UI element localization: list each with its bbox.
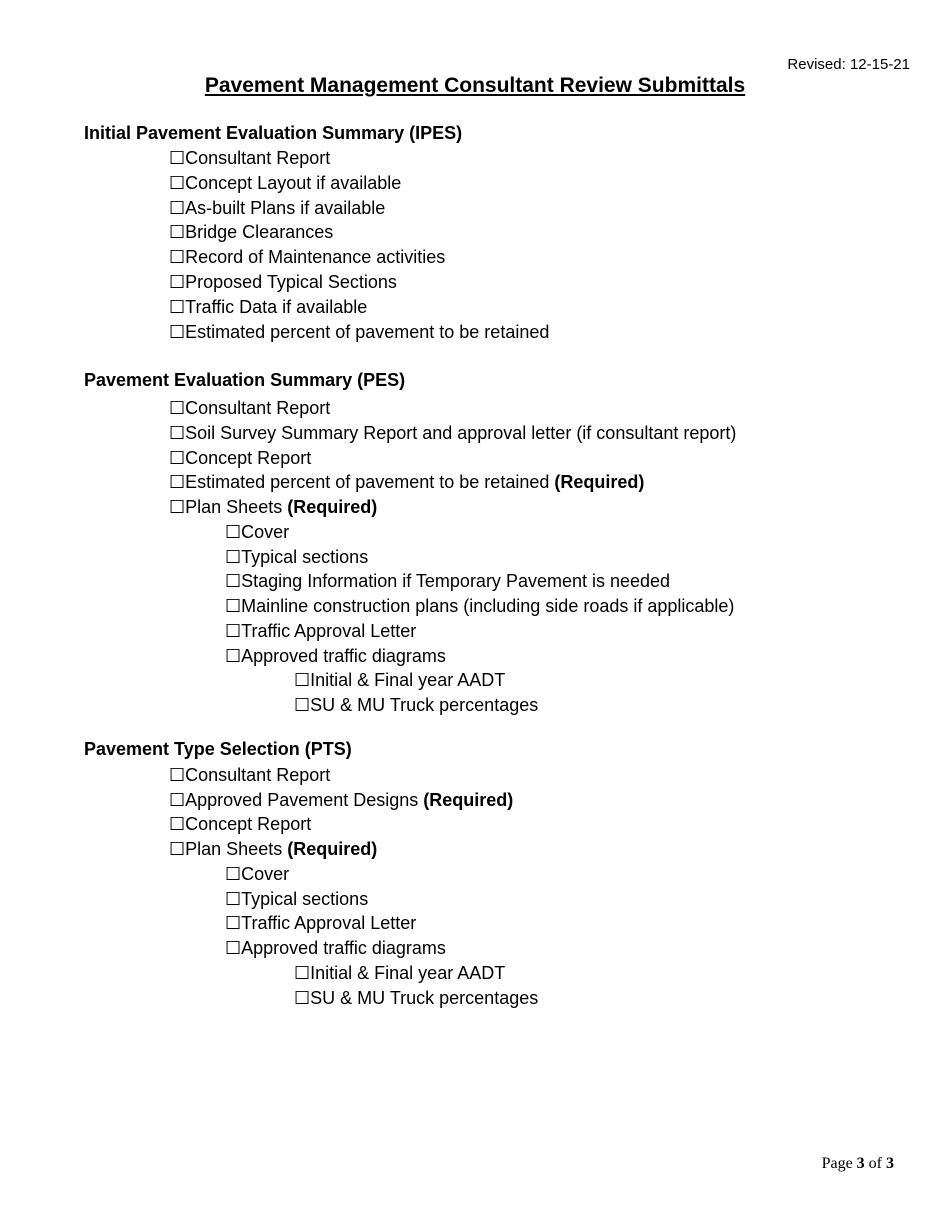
checkbox-icon[interactable]: ☐ <box>225 646 242 666</box>
item-label: Record of Maintenance activities <box>185 247 446 267</box>
item-label: Traffic Data if available <box>185 297 368 317</box>
checkbox-icon[interactable]: ☐ <box>225 913 242 933</box>
item-label: SU & MU Truck percentages <box>310 988 539 1008</box>
checkbox-icon[interactable]: ☐ <box>169 497 186 517</box>
item-label: Plan Sheets <box>185 839 288 859</box>
page-title: Pavement Management Consultant Review Submittals <box>204 74 746 97</box>
checklist-item[interactable] <box>169 221 333 243</box>
revised-date: Revised: 12-15-21 <box>787 56 910 73</box>
checklist-item[interactable] <box>169 397 330 419</box>
item-label: Bridge Clearances <box>185 222 334 242</box>
page-of: of <box>864 1155 886 1172</box>
checklist-item[interactable] <box>169 422 736 444</box>
checkbox-icon[interactable]: ☐ <box>294 963 311 983</box>
checklist-item[interactable] <box>169 172 401 194</box>
item-label: Estimated percent of pavement to be retained <box>185 472 555 492</box>
checkbox-icon[interactable]: ☐ <box>169 765 186 785</box>
item-label: Proposed Typical Sections <box>185 272 397 292</box>
item-label: Consultant Report <box>185 398 331 418</box>
item-label: Plan Sheets <box>185 497 288 517</box>
checklist-item[interactable] <box>225 620 416 642</box>
checkbox-icon[interactable]: ☐ <box>225 864 242 884</box>
checklist-item[interactable] <box>294 987 538 1009</box>
page-current: 3 <box>856 1155 865 1172</box>
checklist-item[interactable] <box>294 669 505 691</box>
item-label: Traffic Approval Letter <box>241 621 417 641</box>
required-tag: (Required) <box>287 497 378 517</box>
checklist-item[interactable] <box>225 595 734 617</box>
checkbox-icon[interactable]: ☐ <box>169 272 186 292</box>
checklist-item[interactable] <box>225 546 368 568</box>
checklist-item[interactable] <box>225 912 416 934</box>
checkbox-icon[interactable]: ☐ <box>169 790 186 810</box>
checklist-item[interactable] <box>169 789 513 811</box>
checkbox-icon[interactable]: ☐ <box>225 938 242 958</box>
checklist-item[interactable] <box>169 246 445 268</box>
checklist-item[interactable] <box>225 521 289 543</box>
checkbox-icon[interactable]: ☐ <box>169 322 186 342</box>
checklist-item[interactable] <box>169 813 311 835</box>
checkbox-icon[interactable]: ☐ <box>294 695 311 715</box>
checklist-item[interactable] <box>225 863 289 885</box>
checklist-item[interactable] <box>169 447 311 469</box>
checkbox-icon[interactable]: ☐ <box>169 247 186 267</box>
checkbox-icon[interactable]: ☐ <box>294 988 311 1008</box>
checkbox-icon[interactable]: ☐ <box>169 148 186 168</box>
checklist-item[interactable] <box>169 496 377 518</box>
checklist-item[interactable] <box>294 694 538 716</box>
checkbox-icon[interactable]: ☐ <box>225 596 242 616</box>
section-heading-pes: Pavement Evaluation Summary (PES) <box>84 370 406 390</box>
checkbox-icon[interactable]: ☐ <box>169 472 186 492</box>
section-heading-ipes: Initial Pavement Evaluation Summary (IPES) <box>84 123 463 143</box>
checklist-item[interactable] <box>225 645 446 667</box>
page-total: 3 <box>886 1155 894 1172</box>
checkbox-icon[interactable]: ☐ <box>294 670 311 690</box>
item-label: Staging Information if Temporary Pavement is needed <box>241 571 671 591</box>
checkbox-icon[interactable]: ☐ <box>225 522 242 542</box>
checklist-item[interactable] <box>169 321 549 343</box>
item-label: SU & MU Truck percentages <box>310 695 539 715</box>
checkbox-icon[interactable]: ☐ <box>169 423 186 443</box>
required-tag: (Required) <box>554 472 645 492</box>
required-tag: (Required) <box>287 839 378 859</box>
checklist-item[interactable] <box>169 271 397 293</box>
checklist-item[interactable] <box>169 197 385 219</box>
checklist-item[interactable] <box>169 147 330 169</box>
checkbox-icon[interactable]: ☐ <box>225 547 242 567</box>
item-label: Consultant Report <box>185 148 331 168</box>
item-label: As-built Plans if available <box>185 198 386 218</box>
checklist-item[interactable] <box>225 937 446 959</box>
checkbox-icon[interactable]: ☐ <box>169 222 186 242</box>
checklist-item[interactable] <box>225 570 670 592</box>
item-label: Approved traffic diagrams <box>241 646 446 666</box>
item-label: Initial & Final year AADT <box>310 670 506 690</box>
checkbox-icon[interactable]: ☐ <box>225 621 242 641</box>
checkbox-icon[interactable]: ☐ <box>169 448 186 468</box>
section-heading-pts: Pavement Type Selection (PTS) <box>84 739 352 759</box>
checkbox-icon[interactable]: ☐ <box>169 814 186 834</box>
required-tag: (Required) <box>423 790 514 810</box>
page-number <box>822 1155 894 1173</box>
item-label: Estimated percent of pavement to be retained <box>185 322 550 342</box>
item-label: Typical sections <box>241 889 369 909</box>
item-label: Concept Report <box>185 814 312 834</box>
checkbox-icon[interactable]: ☐ <box>169 839 186 859</box>
checklist-item[interactable] <box>225 888 368 910</box>
checkbox-icon[interactable]: ☐ <box>169 398 186 418</box>
item-label: Approved traffic diagrams <box>241 938 446 958</box>
checkbox-icon[interactable]: ☐ <box>225 889 242 909</box>
item-label: Typical sections <box>241 547 369 567</box>
item-label: Soil Survey Summary Report and approval letter (if consultant report) <box>185 423 737 443</box>
checklist-item[interactable] <box>169 296 367 318</box>
checklist-item[interactable] <box>294 962 505 984</box>
item-label: Initial & Final year AADT <box>310 963 506 983</box>
checkbox-icon[interactable]: ☐ <box>169 173 186 193</box>
item-label: Traffic Approval Letter <box>241 913 417 933</box>
page-label: Page <box>821 1155 857 1172</box>
item-label: Consultant Report <box>185 765 331 785</box>
item-label: Concept Layout if available <box>185 173 402 193</box>
checklist-item[interactable] <box>169 838 377 860</box>
item-label: Cover <box>241 864 290 884</box>
item-label: Approved Pavement Designs <box>185 790 424 810</box>
item-label: Cover <box>241 522 290 542</box>
checkbox-icon[interactable]: ☐ <box>169 297 186 317</box>
checklist-item[interactable] <box>169 764 330 786</box>
checkbox-icon[interactable]: ☐ <box>169 198 186 218</box>
item-label: Concept Report <box>185 448 312 468</box>
checklist-item[interactable] <box>169 471 644 493</box>
item-label: Mainline construction plans (including side roads if applicable) <box>241 596 735 616</box>
checkbox-icon[interactable]: ☐ <box>225 571 242 591</box>
